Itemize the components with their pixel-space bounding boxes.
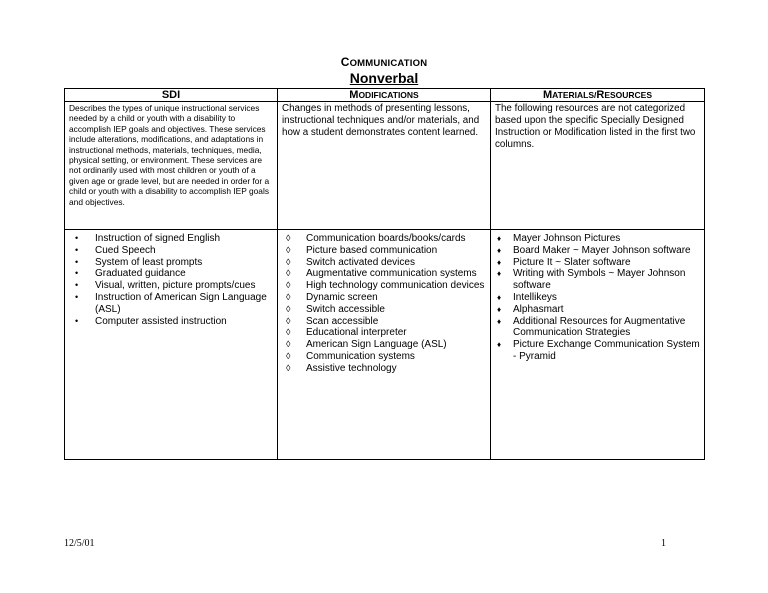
sdi-item [69,268,273,280]
modifications-description: Changes in methods of presenting lessons, instructional techniques and/or materials, and how a student demonstrates content learned. [278,102,491,230]
bullet-icon: ◊ [286,350,291,361]
modification-item-text: Dynamic screen [306,291,378,303]
sdi-item-text: System of least prompts [95,256,203,268]
modification-item [282,292,486,304]
bullet-icon: ◊ [286,339,291,350]
modification-item-text: Augmentative communication systems [306,268,477,280]
header-modifications: MODIFICATIONS [278,89,491,102]
sdi-list [69,233,273,327]
bullet-icon: ♦ [497,234,502,243]
bullet-icon: • [75,291,79,302]
material-item [495,292,700,304]
modification-list [282,233,486,375]
modification-item [282,233,486,245]
material-item-text: Picture Exchange Communication System - Pyramid [513,339,700,362]
communication-table [64,88,705,460]
material-item-text: Board Maker ~ Mayer Johnson software [513,244,691,256]
page-subtitle: Nonverbal [349,70,419,86]
sdi-item [69,280,273,292]
material-item-text: Intellikeys [513,291,557,303]
modification-item-text: Switch accessible [306,303,385,315]
material-item-text: Alphasmart [513,303,564,315]
bullet-icon: ♦ [497,292,502,302]
bullet-icon: ◊ [286,291,291,302]
modification-item [282,257,486,269]
bullet-icon: • [75,244,79,255]
modification-item [282,327,486,339]
material-list [495,233,700,363]
header-sdi: SDI [65,89,278,102]
materials-description: The following resources are not categorized based upon the specific Specially Designed Instruction or Modification listed in the first two columns. [491,102,705,230]
header-materials-resources: MATERIALS/RESOURCES [491,89,705,102]
sdi-item-text: Instruction of American Sign Language (ASL) [95,291,267,315]
page-number: 1 [661,538,666,549]
modification-item [282,245,486,257]
modification-item [282,316,486,328]
bullet-icon: • [75,315,79,326]
modification-item-text: Scan accessible [306,315,379,327]
material-item [495,316,700,340]
modification-item [282,339,486,351]
sdi-item [69,233,273,245]
material-item-text: Mayer Johnson Pictures [513,233,621,244]
sdi-item-text: Computer assisted instruction [95,315,227,327]
material-item [495,339,700,363]
material-item-text: Additional Resources for Augmentative Communication Strategies [513,315,686,339]
sdi-item-text: Visual, written, picture prompts/cues [95,280,256,292]
sdi-item-text: Graduated guidance [95,268,186,280]
sdi-item [69,292,273,316]
items-row [65,230,705,460]
sdi-item-text: Instruction of signed English [95,233,221,244]
bullet-icon: ◊ [286,256,291,267]
page-title: COMMUNICATION [340,55,428,69]
modification-item [282,363,486,375]
material-item [495,257,700,269]
bullet-icon: ◊ [286,244,291,255]
material-item [495,233,700,245]
modification-item [282,280,486,292]
sdi-item-text: Cued Speech [95,244,156,256]
bullet-icon: ◊ [286,280,291,291]
modification-item-text: Switch activated devices [306,256,415,268]
material-item [495,268,700,292]
bullet-icon: • [75,280,79,291]
modification-item-text: American Sign Language (ASL) [306,339,447,351]
modification-item [282,268,486,280]
sdi-item [69,245,273,257]
sdi-items-cell [65,230,278,460]
modification-item-text: Educational interpreter [306,327,407,339]
modification-item-text: Communication systems [306,350,415,362]
bullet-icon: ♦ [497,304,502,314]
bullet-icon: ◊ [286,315,291,326]
bullet-icon: ♦ [497,316,502,326]
material-item-text: Picture It ~ Slater software [513,256,631,268]
modification-item [282,304,486,316]
bullet-icon: ♦ [497,245,502,255]
sdi-item [69,316,273,328]
header-row [65,89,705,102]
bullet-icon: ♦ [497,269,502,279]
footer-date: 12/5/01 [64,538,95,549]
modification-item-text: High technology communication devices [306,280,485,292]
bullet-icon: • [75,233,79,243]
bullet-icon: ◊ [286,327,291,338]
bullet-icon: ◊ [286,233,291,243]
description-row [65,102,705,230]
material-item-text: Writing with Symbols ~ Mayer Johnson software [513,268,686,292]
sdi-description: Describes the types of unique instructional services needed by a child or youth with a disability to accomplish IEP goals and objectives. These services include alterations, modifications, and adaptations in instructional methods, materials, techniques, media, physical setting, or environment. These services are not ordinarily used with most children or youth of a given age or grade level, but are needed in order for a child or youth with a disability to accomplish IEP goals and objectives. [65,102,278,230]
bullet-icon: ◊ [286,303,291,314]
bullet-icon: ◊ [286,362,291,373]
material-item [495,304,700,316]
bullet-icon: ◊ [286,268,291,279]
bullet-icon: • [75,256,79,267]
modification-item-text: Picture based communication [306,244,438,256]
modification-item-text: Communication boards/books/cards [306,233,466,244]
modification-items-cell [278,230,491,460]
bullet-icon: ♦ [497,257,502,267]
bullet-icon: • [75,268,79,279]
material-items-cell [491,230,705,460]
sdi-item [69,257,273,269]
bullet-icon: ♦ [497,340,502,350]
modification-item [282,351,486,363]
modification-item-text: Assistive technology [306,362,397,374]
material-item [495,245,700,257]
